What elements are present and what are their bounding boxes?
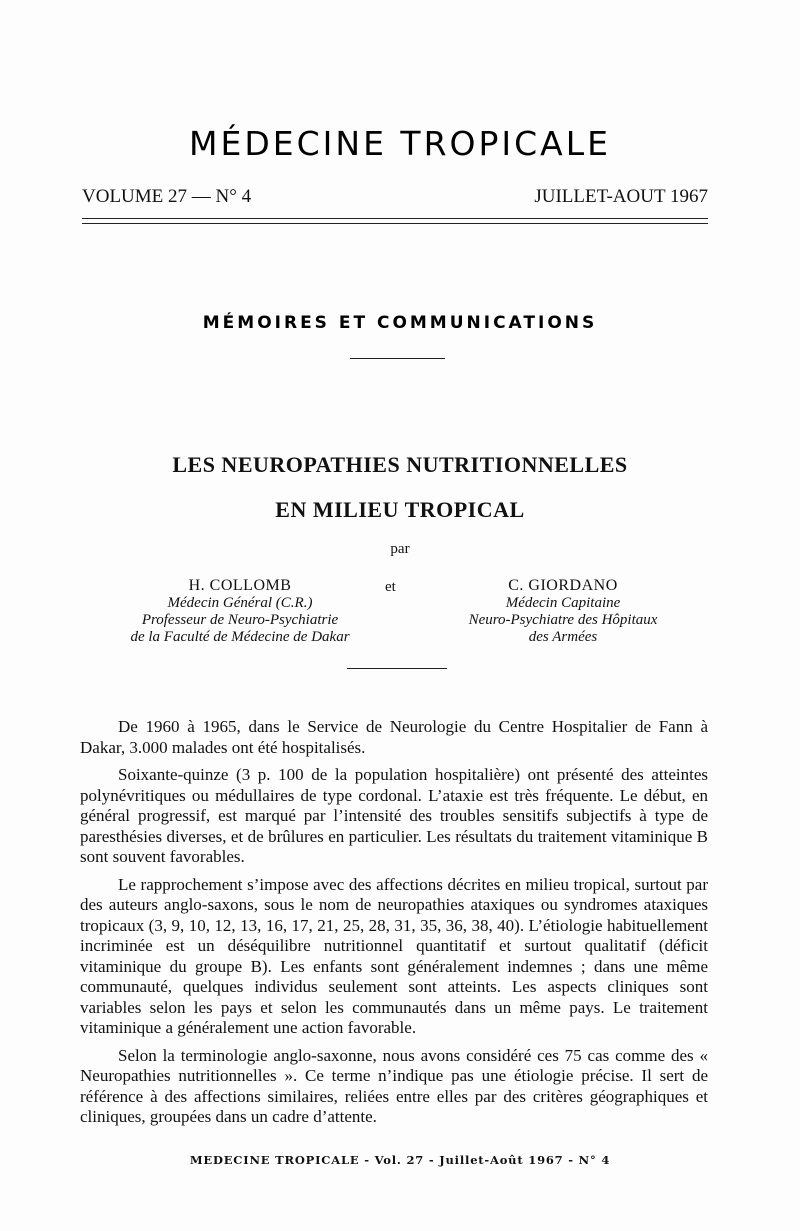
and-label: et [385,579,396,595]
author-name: C. GIORDANO [508,577,618,594]
body-paragraph: Soixante-quinze (3 p. 100 de la population hospitalière) ont présenté des atteintes polynévritiques ou médullaires de type cordonal. L’ataxie est très fréquente. Le début, en général progressif, est marqué par l’intensité des troubles sensitifs subjectifs à type de paresthésies diverses, et de brûlures en particulier. Les résultats du traitement vitaminique B sont souvent favorables. [80,765,708,866]
article-body [80,717,708,1135]
body-paragraph: Selon la terminologie anglo-saxonne, nous avons considéré ces 75 cas comme des « Neuropathies nutritionnelles ». Ce terme n’indique pas une étiologie précise. Il sert de référence à des affections similaires, reliées entre elles par des critères géographiques et cliniques, groupées dans un cadre d’attente. [80,1045,708,1126]
article-title-line-2: EN MILIEU TROPICAL [275,497,525,522]
body-paragraph: De 1960 à 1965, dans le Service de Neurologie du Centre Hospitalier de Fann à Dakar, 3.000 malades ont été hospitalisés. [80,717,708,757]
author-role: de la Faculté de Médecine de Dakar [130,629,350,645]
page-footer: MEDECINE TROPICALE - Vol. 27 - Juillet-Août 1967 - N° 4 [189,1153,611,1167]
author-role: des Armées [528,629,598,645]
author-collomb [110,577,370,646]
author-role: Médecin Général (C.R.) [167,595,313,611]
author-giordano [438,577,688,646]
author-role: Médecin Capitaine [505,595,621,611]
issue-info [82,186,708,208]
volume-number: VOLUME 27 — N° 4 [82,186,252,207]
article-title-line-1: LES NEUROPATHIES NUTRITIONNELLES [172,452,628,477]
byline-divider [347,668,447,669]
by-label: par [390,541,410,557]
author-role: Neuro-Psychiatre des Hôpitaux [468,612,658,628]
issue-date: JUILLET-AOUT 1967 [534,186,708,207]
journal-title: MÉDECINE TROPICALE [189,124,611,163]
author-name: H. COLLOMB [188,577,292,594]
section-heading: MÉMOIRES ET COMMUNICATIONS [202,313,598,333]
body-paragraph: Le rapprochement s’impose avec des affections décrites en milieu tropical, surtout par des auteurs anglo-saxons, sous le nom de neuropathies ataxiques ou syndromes ataxiques tropicaux (3, 9, 10, 12, 13, 16, 17, 21, 25, 28, 31, 35, 36, 38, 40). L’étiologie habituellement incriminée est un déséquilibre nutritionnel quantitatif et surtout qualitatif (déficit vitaminique du groupe B). Les enfants sont généralement indemnes ; dans une même communauté, quelques individus seulement sont atteints. Les aspects cliniques sont variables selon les pays et selon les communautés dans un même pays. Le traitement vitaminique a généralement une action favorable. [80,874,708,1037]
header-rule-bottom [82,223,708,224]
header-rule-top [82,218,708,219]
author-role: Professeur de Neuro-Psychiatrie [141,612,339,628]
section-divider [350,358,445,359]
